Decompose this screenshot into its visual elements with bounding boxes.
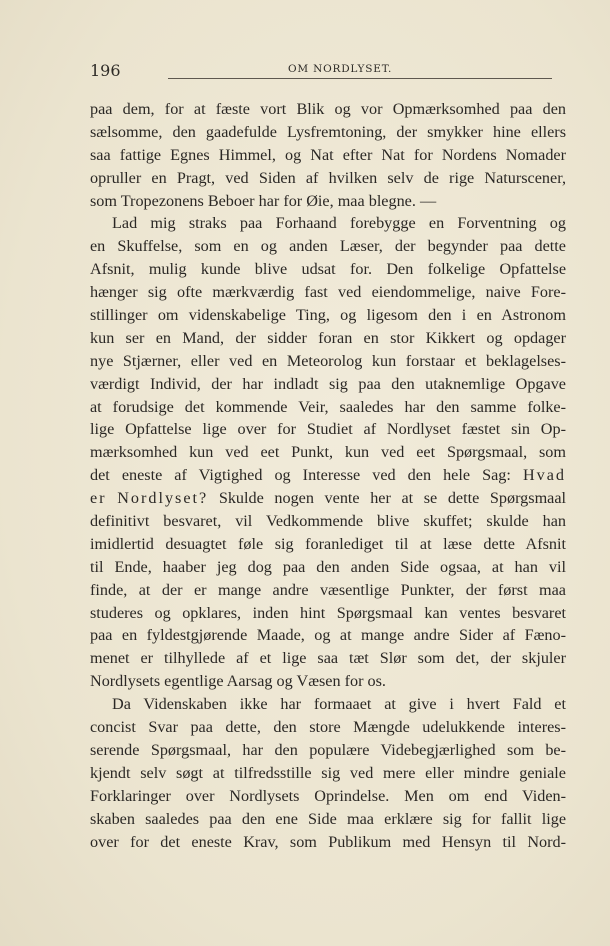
text-line: Afsnit, mulig kunde blive udsat for. Den folkelige Opfattelse [90, 260, 566, 279]
spaced-word: Hvad [522, 466, 566, 485]
running-head: OM NORDLYSET. [288, 63, 393, 75]
text-line: som Tropezonens Beboer har for Øie, maa blegne. — [90, 191, 437, 210]
text-line: serende Spørgsmaal, har den populære Videbegjærlighed som be- [90, 740, 566, 759]
spaced-word: Nordlyset? [117, 489, 209, 508]
text-line: Nordlysets egentlige Aarsag og Væsen for os. [90, 672, 386, 691]
text-line: til Ende, haaber jeg dog paa den anden Side ogsaa, at han vil [90, 557, 566, 576]
text-line: lige Opfattelse lige over for Studiet af Nordlyset fæstet sin Op- [90, 420, 566, 439]
text-line: kjendt selv søgt at tilfredsstille sig ved mere eller mindre geniale [90, 763, 566, 782]
text-line: definitivt besvaret, vil Vedkommende blive skuffet; skulde han [90, 512, 566, 531]
text-line [90, 487, 566, 510]
text-line: nye Stjærner, eller ved en Meteorolog kun forstaar et beklagelses- [90, 351, 566, 370]
text-line: studeres og opklares, inden hint Spørgsmaal kan ventes besvaret [90, 603, 566, 622]
header-rule [168, 78, 552, 79]
text-line: menet er tilhyllede af et lige saa tæt Slør som det, der skjuler [90, 649, 566, 668]
text-line [90, 464, 566, 487]
text-line: stillinger om videnskabelige Ting, og ligesom den i en Astronom [90, 306, 566, 325]
text-line: mærksomhed kun ved eet Punkt, kun ved eet Spørgsmaal, som [90, 443, 566, 462]
text-line: værdigt Individ, der har indladt sig paa den utaknemlige Opgave [90, 374, 566, 393]
text-line: Lad mig straks paa Forhaand forebygge en Forventning og [112, 214, 566, 233]
page-header [90, 58, 552, 82]
text-line: en Skuffelse, som en og anden Læser, der begynder paa dette [90, 237, 566, 256]
text-line: sælsomme, den gaadefulde Lysfremtoning, der smykker hine ellers [90, 122, 566, 141]
spaced-word: er [90, 489, 107, 508]
text-line: opruller en Pragt, ved Siden af hvilken selv de rige Naturscener, [90, 168, 566, 187]
text-segment: det eneste af Vigtighed og Interesse ved den hele Sag: [90, 466, 511, 485]
text-line: Forklaringer over Nordlysets Oprindelse. Men om end Viden- [90, 786, 566, 805]
text-line: paa en fyldestgjørende Maade, og at mange andre Sider af Fæno- [90, 626, 566, 645]
text-line: skaben saaledes paa den ene Side maa erklære sig for fallit lige [90, 809, 566, 828]
text-line: paa dem, for at fæste vort Blik og vor Opmærksomhed paa den [90, 100, 566, 118]
text-line: kun ser en Mand, der sidder foran en stor Kikkert og opdager [90, 328, 566, 347]
text-line: at forudsige det kommende Veir, saaledes har den samme folke- [90, 397, 566, 416]
text-line: imidlertid desuagtet føle sig foranlediget til at læse dette Afsnit [90, 534, 566, 553]
text-line: concist Svar paa dette, den store Mængde udelukkende interes- [90, 718, 566, 737]
text-line: saa fattige Egnes Himmel, og Nat efter Nat for Nordens Nomader [90, 145, 566, 164]
body-text [90, 98, 566, 853]
text-segment: Skulde nogen vente her at se dette Spørgsmaal [218, 489, 567, 508]
text-line: Da Videnskaben ikke har formaaet at give i hvert Fald et [112, 695, 566, 714]
text-line: over for det eneste Krav, som Publikum med Hensyn til Nord- [90, 832, 566, 851]
text-line: hænger sig ofte mærkværdig fast ved eiendommelige, naive Fore- [90, 283, 566, 302]
text-line: finde, at der er mange andre væsentlige Punkter, der først maa [90, 580, 566, 599]
page-number: 196 [90, 61, 121, 80]
